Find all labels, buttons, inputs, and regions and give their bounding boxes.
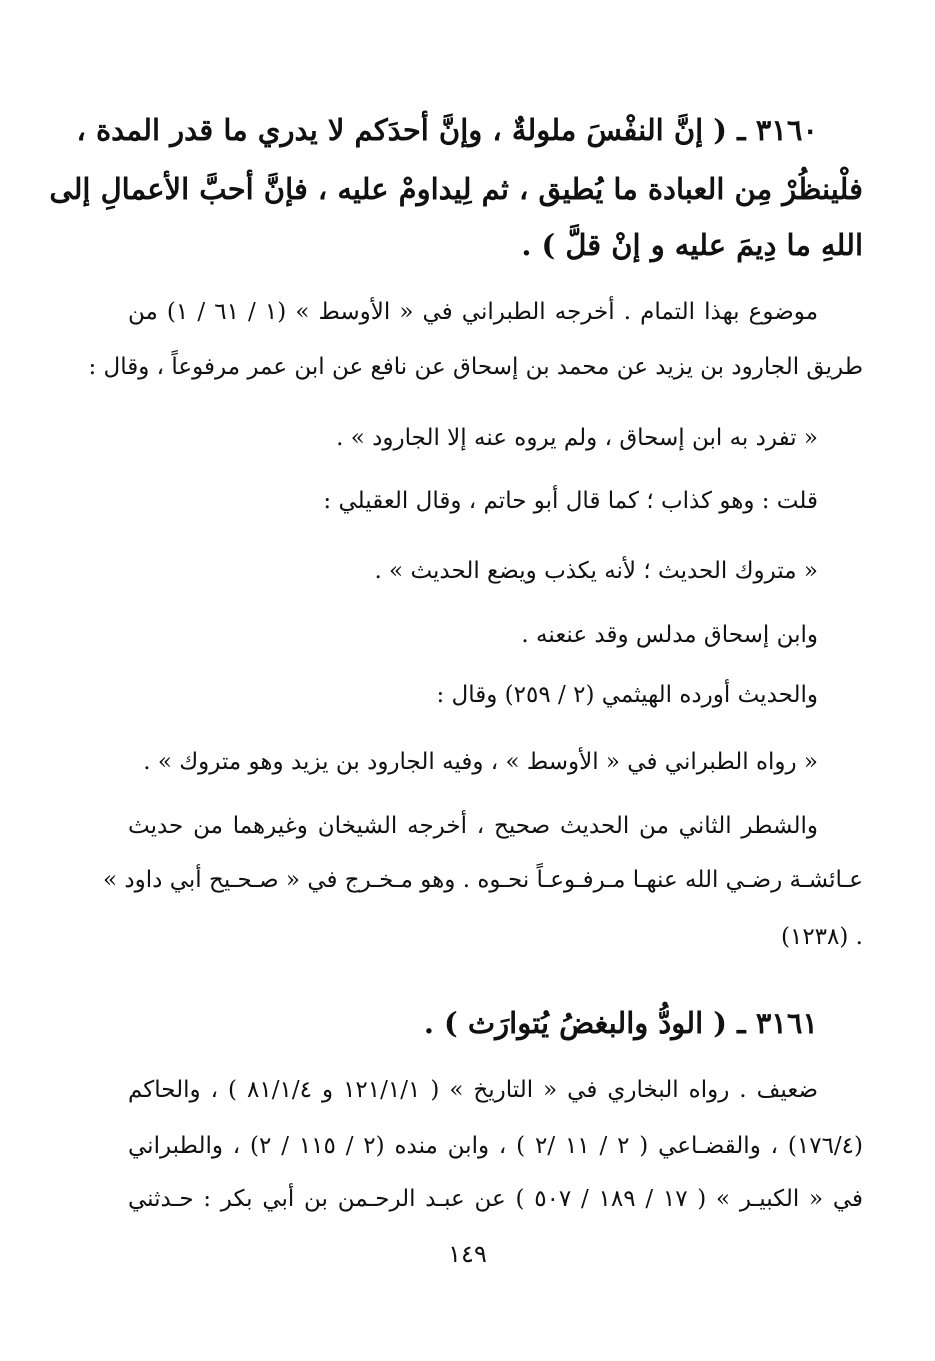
commentary-3161-line-2: (١٧٦/٤) ، والقضـاعي ( ٢ / ١١ /٢ ) ، وابن منده (٢ / ١١٥ / ٢) ، والطبراني: [128, 1133, 864, 1159]
hadith-3160-line-2: فلْينظُرْ مِن العبادة ما يُطيق ، ثم لِيداومْ عليه ، فإنَّ أحبَّ الأعمالِ إلى: [49, 172, 863, 206]
commentary-3160-line-2: طريق الجارود بن يزيد عن محمد بن إسحاق عن نافع عن ابن عمر مرفوعاً ، وقال :: [88, 354, 863, 380]
commentary-3160-line-9: والشطر الثاني من الحديث صحيح ، أخرجه الشيخان وغيرهما من حديث: [128, 813, 818, 839]
hadith-3161-title: ٣١٦١ ـ ( الودُّ والبغضُ يُتوارَث ) .: [423, 1006, 818, 1040]
commentary-3160-line-7: والحديث أورده الهيثمي (٢ / ٢٥٩) وقال :: [436, 682, 818, 708]
commentary-3161-line-3: في « الكبيـر » ( ١٧ / ١٨٩ / ٥٠٧ ) عن عبـد الرحـمن بن أبي بكر : حـدثني: [128, 1186, 863, 1212]
commentary-3161-line-1: ضعيف . رواه البخاري في « التاريخ » ( ١٢١/١/١ و ٨١/١/٤ ) ، والحاكم: [128, 1077, 818, 1103]
commentary-3160-line-3: « تفرد به ابن إسحاق ، ولم يروه عنه إلا الجارود » .: [336, 425, 818, 451]
commentary-3160-line-1: موضوع بهذا التمام . أخرجه الطبراني في « الأوسط » (١ / ٦١ / ١) من: [128, 299, 819, 325]
commentary-3160-line-5: « متروك الحديث ؛ لأنه يكذب ويضع الحديث » .: [374, 558, 818, 584]
commentary-3160-line-11: (١٢٣٨) .: [780, 924, 863, 950]
commentary-3160-line-10: عـائشـة رضـي الله عنهـا مـرفـوعـاً نحـوه . وهو مـخـرج في « صـحـيح أبي داود »: [103, 867, 863, 893]
page-number: ١٤٩: [448, 1240, 487, 1268]
hadith-3160-line-1: ٣١٦٠ ـ ( إنَّ النفْسَ ملولةٌ ، وإنَّ أحدَكم لا يدري ما قدر المدة ،: [76, 113, 818, 147]
commentary-3160-line-4: قلت : وهو كذاب ؛ كما قال أبو حاتم ، وقال العقيلي :: [323, 488, 818, 514]
commentary-3160-line-8: « رواه الطبراني في « الأوسط » ، وفيه الجارود بن يزيد وهو متروك » .: [143, 749, 818, 775]
hadith-3160-line-3: اللهِ ما دِيمَ عليه و إنْ قلَّ ) .: [521, 228, 863, 262]
commentary-3160-line-6: وابن إسحاق مدلس وقد عنعنه .: [521, 622, 818, 648]
